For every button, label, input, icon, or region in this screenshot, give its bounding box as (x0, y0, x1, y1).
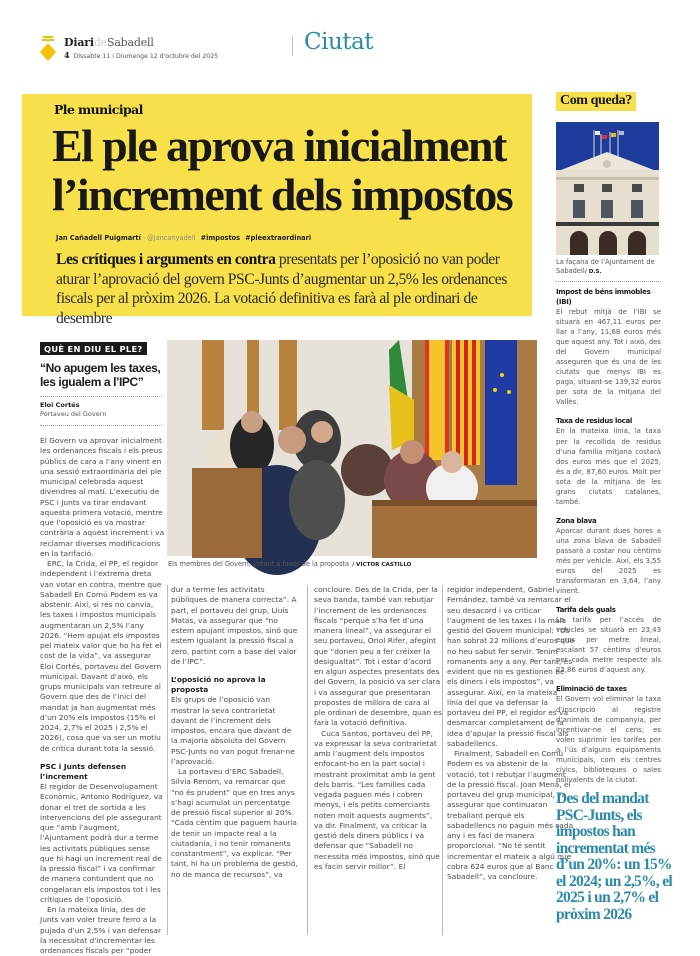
caption-text: Els membres del Govern, votant a favor de la proposta (168, 560, 350, 568)
brand-city: Sabadell (106, 36, 154, 49)
sidebar-label: Com queda? (556, 92, 636, 111)
hashtag[interactable]: #pleextraordinari (245, 234, 312, 242)
brand-de: de (93, 36, 107, 49)
sidebar-item-residus (556, 416, 661, 506)
body-paragraph: Finalment, Sabadell en Comú Podem es va abstenir de la votació, tot i rebutjar l’augment de la pressió fiscal. Joan Mena, el portaveu del grup municipal, va assegurar que continuaran treballant perquè els sabadellencs no paguin més cada any i es faci de manera proporcional. “No té sentit incrementar el mateix a algú que cobra 624 euros que al Banc Sabadell”, va concloure. (447, 749, 574, 881)
sidebar-item-text: En la mateixa línia, la taxa per la recollida de residus d’una família mitjana costarà dos euros més que el 2025, és a dir, 87,60 euros. Molt per sota de la mitjana de les grans ciutats catalanes, també. (556, 427, 661, 506)
sidebar-item-title: Taxa de residus local (556, 417, 633, 426)
hashtag[interactable]: #impostos (200, 234, 241, 242)
body-paragraph: ERC, la Crida, el PP, el regidor independent i l’extrema dreta van votar en contra, mentre que Sabadell En Comú Podem es va abstenir. Així, si res no canvia, les taxes i impostos municipals augmentaran un 2,5% l’any 2026. “Hem apujat els impostos pel mateix valor que ho ha fet el cost de la vida”, va assegurar Eloi Cortés, portaveu del Govern municipal. Davant d’això, els grups municipals van retreure al Govern que des de l’inici del mandat ja han augmentat més d’un 20% els impostos (15% el 2024, 2,7% el 2025 i 2,5% el 2026), cosa que va ser un motiu de crítica durant tota la sessió. (40, 559, 162, 753)
sidebar-item-title: Tarifa dels guals (556, 606, 616, 615)
article-kicker: Ple municipal (54, 102, 143, 117)
section-title: Ciutat (304, 29, 373, 55)
sidebar-item-zona-blava (556, 516, 661, 596)
quote-box-label: QUÈ EN DIU EL PLE? (40, 342, 147, 355)
quote-author: Eloi Cortés (40, 401, 80, 409)
sidebar-item-ibi (556, 287, 661, 407)
byline (56, 234, 311, 242)
body-paragraph: En la mateixa línia, des de Junts van voler treure ferro a la pujada d’un 2,5% i van defensar la necessitat d’incrementar les ordenances fiscals per “poder (40, 905, 162, 956)
body-column-3 (314, 585, 442, 940)
council-vote-photo-icon (167, 340, 537, 556)
column-rule (442, 585, 443, 935)
sidebar-item-title: Impost de béns immobles (IBI) (556, 288, 651, 306)
article-headline: El ple aprova inicialment l’increment dels impostos (52, 120, 513, 220)
body-paragraph: regidor independent, Gabriel Fernández, també va remarcar el seu desacord i va criticar l’augment de les taxes i la mala gestió del Govern municipal: “Us han sobrat 22 milions d’euros que no heu sabut fer servir. Tenim romanents any a any. Per tant, és evident que no es gestionen bé els diners i els impostos”, va assegurar. Així, en la mateixa línia del que va defensar la portaveu del PP, el regidor es va desmarcar completament de la idea d’apujar la pressió fiscal als sabadellencs. (447, 585, 575, 748)
dateline (64, 50, 218, 60)
sidebar-item-eliminacio (556, 684, 661, 784)
photo-credit: / VÍCTOR CASTILLO (352, 562, 412, 568)
subheading: PSC i Junts defensen l’increment (40, 761, 127, 781)
column-rule (307, 585, 308, 935)
sidebar-items (556, 287, 661, 794)
sidebar-item-text: El rebut mitjà de l’IBI se situarà en 467,11 euros per llar a l’any, 11,68 euros més que aquest any. Tot i això, des del Govern municipal asseguren que és una de les ciutats que menys IBI es paga, situant-se 139,32 euros per sota de la mitjana del Vallès. (556, 308, 661, 407)
author-handle[interactable]: @jancanyadell (147, 234, 196, 242)
byline-separator: · (142, 234, 146, 242)
sidebar-photo-credit: / D.S. (584, 269, 602, 275)
body-paragraph: Cuca Santos, portaveu del PP, va expressar la seva contrarietat amb l’augment dels impostos enfocant-ho en la part social i mostrant proximitat amb la gent dels barris. “Les famílies cada vegada paguen més i cobren menys, i els petits comerciants noten molt aquests augments”, va dir. Finalment, va criticar la gestió dels diners públics i va defensar que “Sabadell no necessita més impostos, sinó que es facin servir millor”. El (314, 728, 440, 871)
sidebar-item-title: Eliminació de taxes (556, 685, 627, 694)
main-photo (167, 340, 537, 556)
standfirst-lead: Les crítiques i arguments en contra (56, 251, 276, 268)
dotted-divider (556, 281, 661, 282)
author-name[interactable]: Jan Cañadell Puigmartí (56, 234, 141, 242)
standfirst-text: presentats per l’oposició no van poder aturar l’aprovació del govern PSC-Junts d’augmentar un 2,5% les ordenances fiscals per al pròxim 2026. La votació definitiva es farà al ple ordinari de desembre (56, 251, 507, 327)
sidebar-item-title: Zona blava (556, 516, 597, 525)
body-paragraph: La portaveu d’ERC Sabadell, Sílvia Renom, va remarcar que “no és prudent” que en tres anys s’hagi acumulat un percentatge de pressió fiscal superior al 20%. “Cada cèntim que paguem hauria de tenir un impacte real a la ciutadania, i no tenir romanents constantment”, va explicar. “Per tant, hi ha un problema de gestió, no de manca de recursos”, va (171, 767, 298, 879)
dotted-divider (40, 396, 162, 397)
body-paragraph: concloure. Des de la Crida, per la seva banda, també van rebutjar l’increment de les ordenances fiscals “perquè s’ha fet d’una manera lineal”, va assegurar el seu portaveu, Oriol Rifer, afegint que “donen peu a fer créixer la desigualtat”. Tot i estar d’acord en algun aspectes presentats des del Govern, la posició va ser clara i va assegurar que presentaran propostes de millora de cara al ple ordinari de desembre, quan es farà la votació definitiva. (314, 585, 442, 728)
sidebar-caption-text: La façana de l’Ajuntament de Sabadell (556, 258, 655, 275)
sidebar-photo (556, 122, 659, 255)
town-hall-photo-icon (556, 122, 659, 255)
body-column-1 (40, 436, 165, 956)
column-rule (167, 585, 168, 935)
body-paragraph: El regidor de Desenvolupament Econòmic, Antonio Rodríguez, va donar el tret de sortida a les intervencions del ple assegurant que “amb l’augment, l’Ajuntament podrà dur a terme les activitats públiques sense que hi hagi un increment real de la pressió fiscal” i va confirmar de manera contundent que no congelaran els impostos tot i les crítiques de l’oposició. (40, 782, 163, 904)
photo-caption (168, 560, 411, 568)
sidebar-item-text: La tarifa per l’accés de vehicles se situarà en 23,43 euros per metre lineal, escalant 57 cèntims d’euros per cada metre respecte als 22,86 euros d’aquest any. (556, 616, 661, 675)
dotted-divider (40, 425, 162, 426)
pull-quote: “No apugem les taxes, les igualem a l’IPC” (40, 361, 161, 389)
section-divider (292, 36, 293, 56)
standfirst (56, 250, 526, 328)
sidebar-item-guals (556, 605, 661, 675)
body-paragraph: Els grups de l’oposició van mostrar la seva contrarietat davant de l’increment dels impostos, encara que davant de la majoria absoluta del Govern PSC-Junts no van pogut frenar-ne l’aprovació. (171, 695, 295, 766)
sidebar-item-text: El Govern vol eliminar la taxa d’inscripció al registre d’animals de companyia, per incentivar-ne el cens; es volen suprimir les tarifes per a l’ús d’alguns equipaments municipals, com els centres cívics, biblioteques o sales polivalents de la ciutat. (556, 695, 661, 784)
body-paragraph: El Govern va aprovar inicialment les ordenances fiscals i els preus públics de cara a l’any vinent en una sessió extraordinària del ple municipal celebrada aquest divendres al matí. L’executiu de PSC i Junts va tirar endavant aquesta primera votació, mentre que l’oposició es va mostrar contrària a aquest increment i va reclamar diverses modificacions en la tarifació. (40, 436, 165, 558)
brand-bold: Diari (64, 36, 94, 49)
subheading: L’oposició no aprova la proposta (171, 675, 266, 695)
diari-logo-icon (40, 36, 56, 62)
page-number: 4 (64, 50, 70, 60)
body-column-2 (171, 585, 299, 940)
quote-author-role: Portaveu del Govern (40, 410, 107, 418)
brand-name (64, 36, 154, 49)
sidebar-item-text: Aparcar durant dues hores a una zona blava de Sabadell passarà a costar nou cèntims més per vehicle. Així, els 3,55 euros del 2025 es transformaran en 3,64, l’any vinent. (556, 526, 661, 596)
body-paragraph: dur a terme les activitats públiques de manera correcta”. A part, el portaveu del grup, Lluís Matas, va assegurar que “no estem apujant impostos, sinó que estem igualant la pressió fiscal a zero, partint com a base del valor de l’IPC”. (171, 585, 298, 666)
article-header (22, 94, 532, 327)
sidebar-photo-caption (556, 258, 666, 277)
sidebar-highlight: Des del mandat PSC-Junts, els impostos han incrementat més d’un 20%: un 15% el 2024; un 2,5%, el 2025 i un 2,7% el pròxim 2026 (556, 790, 673, 923)
issue-date: Dissabte 11 i Diumenge 12 d'octubre del 2025 (73, 53, 219, 60)
